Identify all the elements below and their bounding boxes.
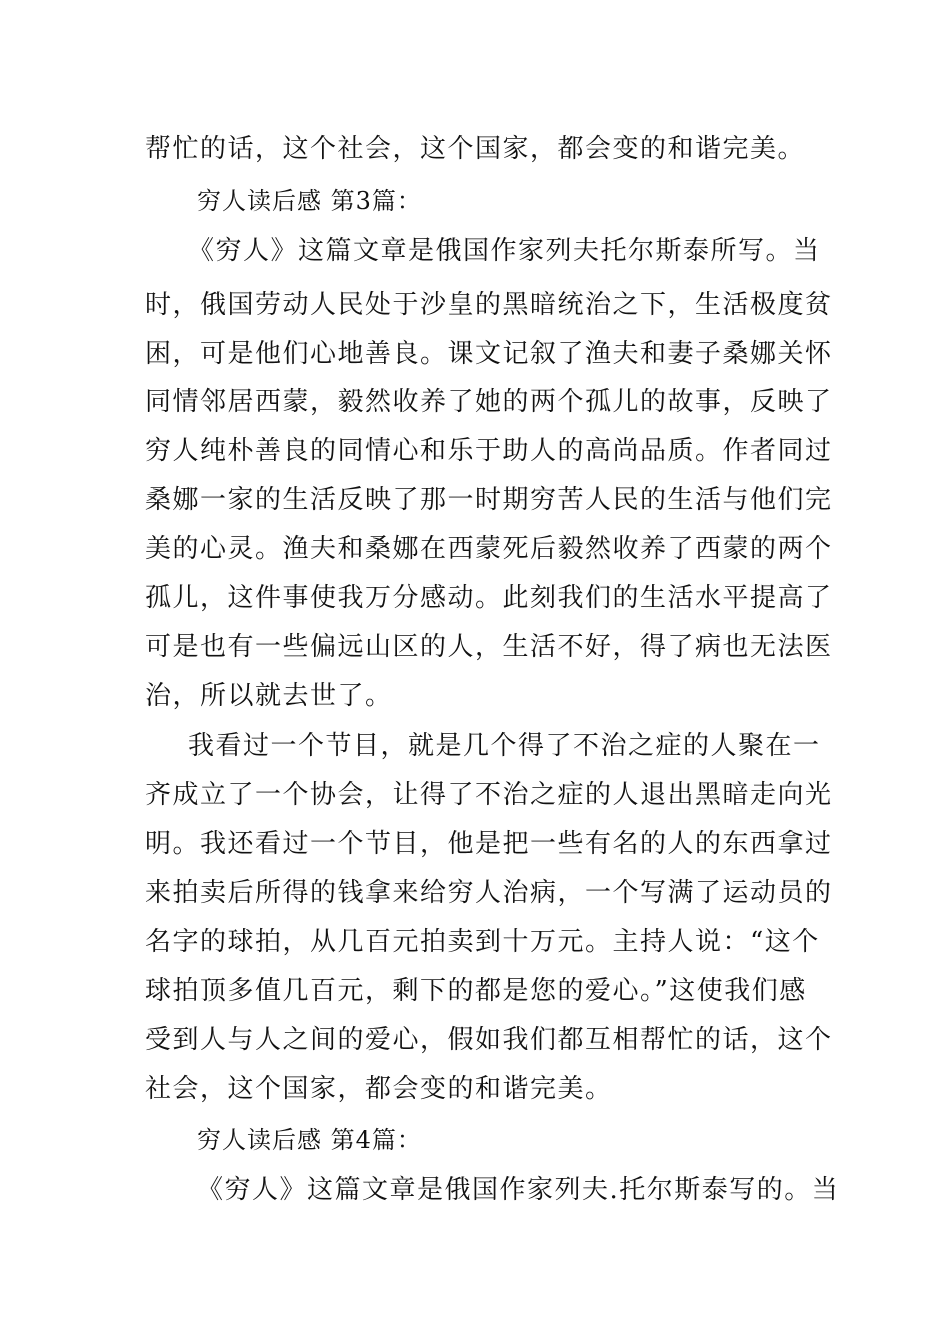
text-line: 来拍卖后所得的钱拿来给穷人治病，一个写满了运动员的 (145, 878, 833, 908)
text-line: 困，可是他们心地善良。课文记叙了渔夫和妻子桑娜关怀 (145, 339, 833, 369)
text-line: 齐成立了一个协会，让得了不治之症的人退出黑暗走向光 (145, 780, 833, 810)
text-line: 穷人纯朴善良的同情心和乐于助人的高尚品质。作者同过 (145, 436, 833, 466)
text-line: 美的心灵。渔夫和桑娜在西蒙死后毅然收养了西蒙的两个 (145, 534, 833, 564)
text-line: 社会，这个国家，都会变的和谐完美。 (145, 1074, 613, 1104)
text-line: 名字的球拍，从几百元拍卖到十万元。主持人说：“这个 (145, 927, 820, 957)
text-line: 我看过一个节目，就是几个得了不治之症的人聚在一 (188, 731, 821, 761)
text-line: 受到人与人之间的爱心，假如我们都互相帮忙的话，这个 (145, 1025, 833, 1055)
text-line: 治，所以就去世了。 (145, 681, 393, 711)
text-line: 孤儿，这件事使我万分感动。此刻我们的生活水平提高了 (145, 583, 833, 613)
section-heading-4: 穷人读后感 第4篇： (197, 1126, 422, 1154)
text-line: 同情邻居西蒙，毅然收养了她的两个孤儿的故事，反映了 (145, 387, 833, 417)
text-line: 帮忙的话，这个社会，这个国家，都会变的和谐完美。 (145, 134, 806, 164)
section-heading-3: 穷人读后感 第3篇： (197, 187, 422, 215)
text-line: 球拍顶多值几百元，剩下的都是您的爱心。”这使我们感 (145, 976, 807, 1006)
text-line: 《穷人》这篇文章是俄国作家列夫.托尔斯泰写的。当 (197, 1175, 840, 1205)
text-line: 明。我还看过一个节目，他是把一些有名的人的东西拿过 (145, 829, 833, 859)
text-line: 时，俄国劳动人民处于沙皇的黑暗统治之下，生活极度贫 (145, 290, 833, 320)
text-line: 可是也有一些偏远山区的人，生活不好，得了病也无法医 (145, 632, 833, 662)
text-line: 《穷人》这篇文章是俄国作家列夫托尔斯泰所写。当 (188, 236, 821, 266)
text-line: 桑娜一家的生活反映了那一时期穷苦人民的生活与他们完 (145, 485, 833, 515)
